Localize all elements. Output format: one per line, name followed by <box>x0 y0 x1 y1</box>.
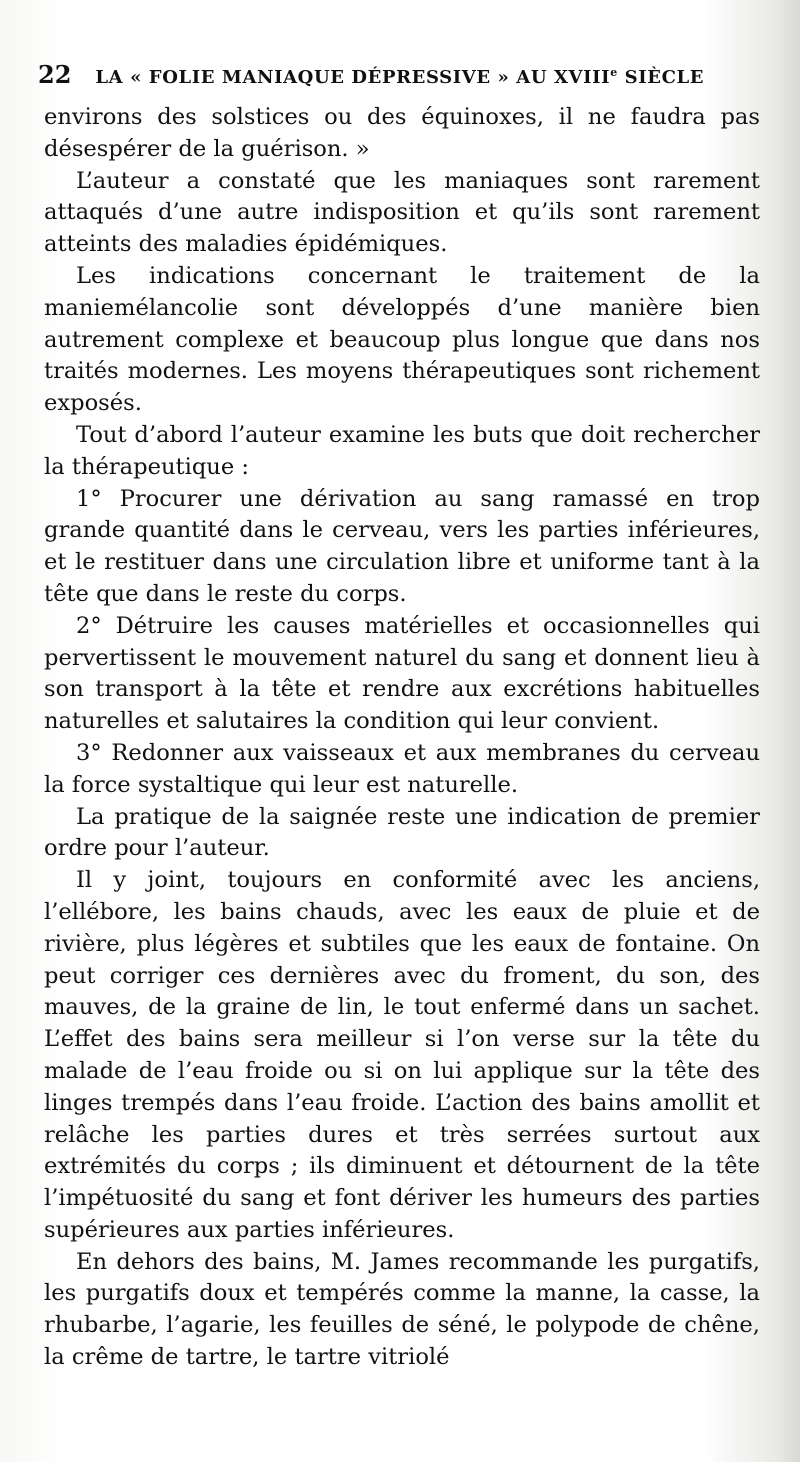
paragraph: Il y joint, toujours en conformité avec les anciens, l’ellébore, les bains chauds, avec les eaux de pluie et de rivière, plus légères et subtiles que les eaux de fontaine. On peut corriger ces dernières avec du froment, du son, des mauves, de la graine de lin, le tout enfermé dans un sachet. L’effet des bains sera meilleur si l’on verse sur la tête du malade de l’eau froide ou si on lui applique sur la tête des linges trempés dans l’eau froide. L’action des bains amollit et relâche les parties dures et très serrées surtout aux extrémités du corps ; ils diminuent et détournent de la tête l’impétuosité du sang et font dériver les humeurs des parties supérieures aux parties inférieures. <box>44 867 760 1243</box>
paragraph: environs des solstices ou des équinoxes, il ne faudra pas désespérer de la guérison. » <box>44 104 760 162</box>
list-item-1: 1° Procurer une dérivation au sang ramassé en trop grande quantité dans le cerveau, vers les parties inférieures, et le restituer dans une circulation libre et uniforme tant à la tête que dans le reste du corps. <box>44 485 760 607</box>
list-item-2: 2° Détruire les causes matérielles et occasionnelles qui pervertissent le mouvement naturel du sang et donnent lieu à son transport à la tête et rendre aux excrétions habituelles naturelles et salutaires la condition qui leur convient. <box>44 612 760 735</box>
page-header <box>38 60 758 90</box>
paragraph: La pratique de la saignée reste une indication de premier ordre pour l’auteur. <box>44 803 760 862</box>
running-head-superscript: e <box>610 66 618 79</box>
paragraph: Les indications concernant le traitement de la maniemélancolie sont développés d’une manière bien autrement complexe et beaucoup plus longue que dans nos traités modernes. Les moyens thérapeutiques sont richement exposés. <box>44 262 760 417</box>
paragraph: Tout d’abord l’auteur examine les buts que doit rechercher la thérapeutique : <box>44 421 760 480</box>
paragraph: L’auteur a constaté que les maniaques sont rarement attaqués d’une autre indisposition et qu’ils sont rarement atteints des maladies épidémiques. <box>44 167 760 258</box>
running-head <box>95 66 704 88</box>
running-head-main: LA « FOLIE MANIAQUE DÉPRESSIVE » AU XVIII <box>95 67 611 88</box>
body-text <box>44 102 760 1374</box>
paragraph: En dehors des bains, M. James recommande les purgatifs, les purgatifs doux et tempérés comme la manne, la casse, la rhubarbe, l’agarie, les feuilles de séné, le polypode de chêne, la crême de tartre, le tartre vitriolé <box>44 1248 760 1371</box>
running-head-end: SIÈCLE <box>617 67 705 88</box>
list-item-3: 3° Redonner aux vaisseaux et aux membranes du cerveau la force systaltique qui leur est naturelle. <box>44 739 760 798</box>
page-number: 22 <box>38 60 72 89</box>
